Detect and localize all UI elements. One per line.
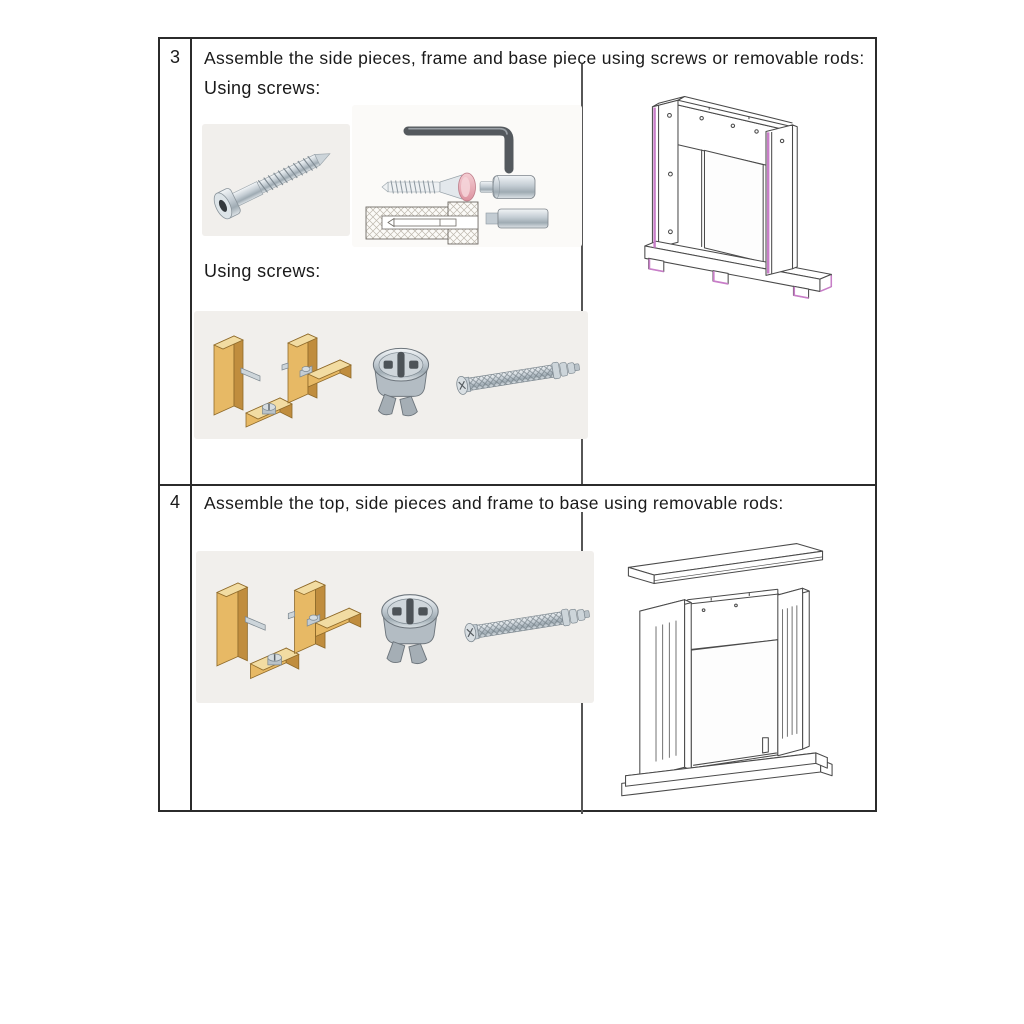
panel-cross-section-icon [366, 202, 548, 244]
step-4-hardware-strip [196, 551, 594, 703]
step-3-method-label-1: Using screws: [204, 78, 321, 98]
cam-lock-fitting-icon [364, 581, 458, 671]
cam-lock-wood-demo-icon [202, 561, 362, 689]
threaded-dowel-icon [458, 583, 592, 659]
step-3-hardware-strip [194, 311, 588, 439]
cam-lock-wood-demo-icon [200, 315, 352, 437]
threaded-dowel-icon [450, 337, 582, 411]
confirmat-screw-icon [202, 124, 350, 236]
step-4-instruction: Assemble the top, side pieces and frame to base using removable rods: [204, 493, 784, 513]
instruction-table [158, 37, 877, 812]
step-3-instruction: Assemble the side pieces, frame and base piece using screws or removable rods: [204, 48, 865, 68]
number-column-divider [190, 39, 192, 810]
row-divider [160, 484, 875, 486]
step-3-method-label-2: Using screws: [204, 261, 321, 281]
allen-key-icon [408, 129, 509, 169]
step-4-number: 4 [169, 492, 180, 512]
allen-key-bolt-set-icon [352, 105, 582, 247]
cam-lock-fitting-icon [356, 335, 448, 423]
screw-washer-barrel-icon [382, 173, 535, 201]
step-3-number: 3 [169, 47, 180, 67]
mantel-assembly-diagram [597, 535, 873, 811]
frame-assembly-diagram [607, 84, 872, 302]
